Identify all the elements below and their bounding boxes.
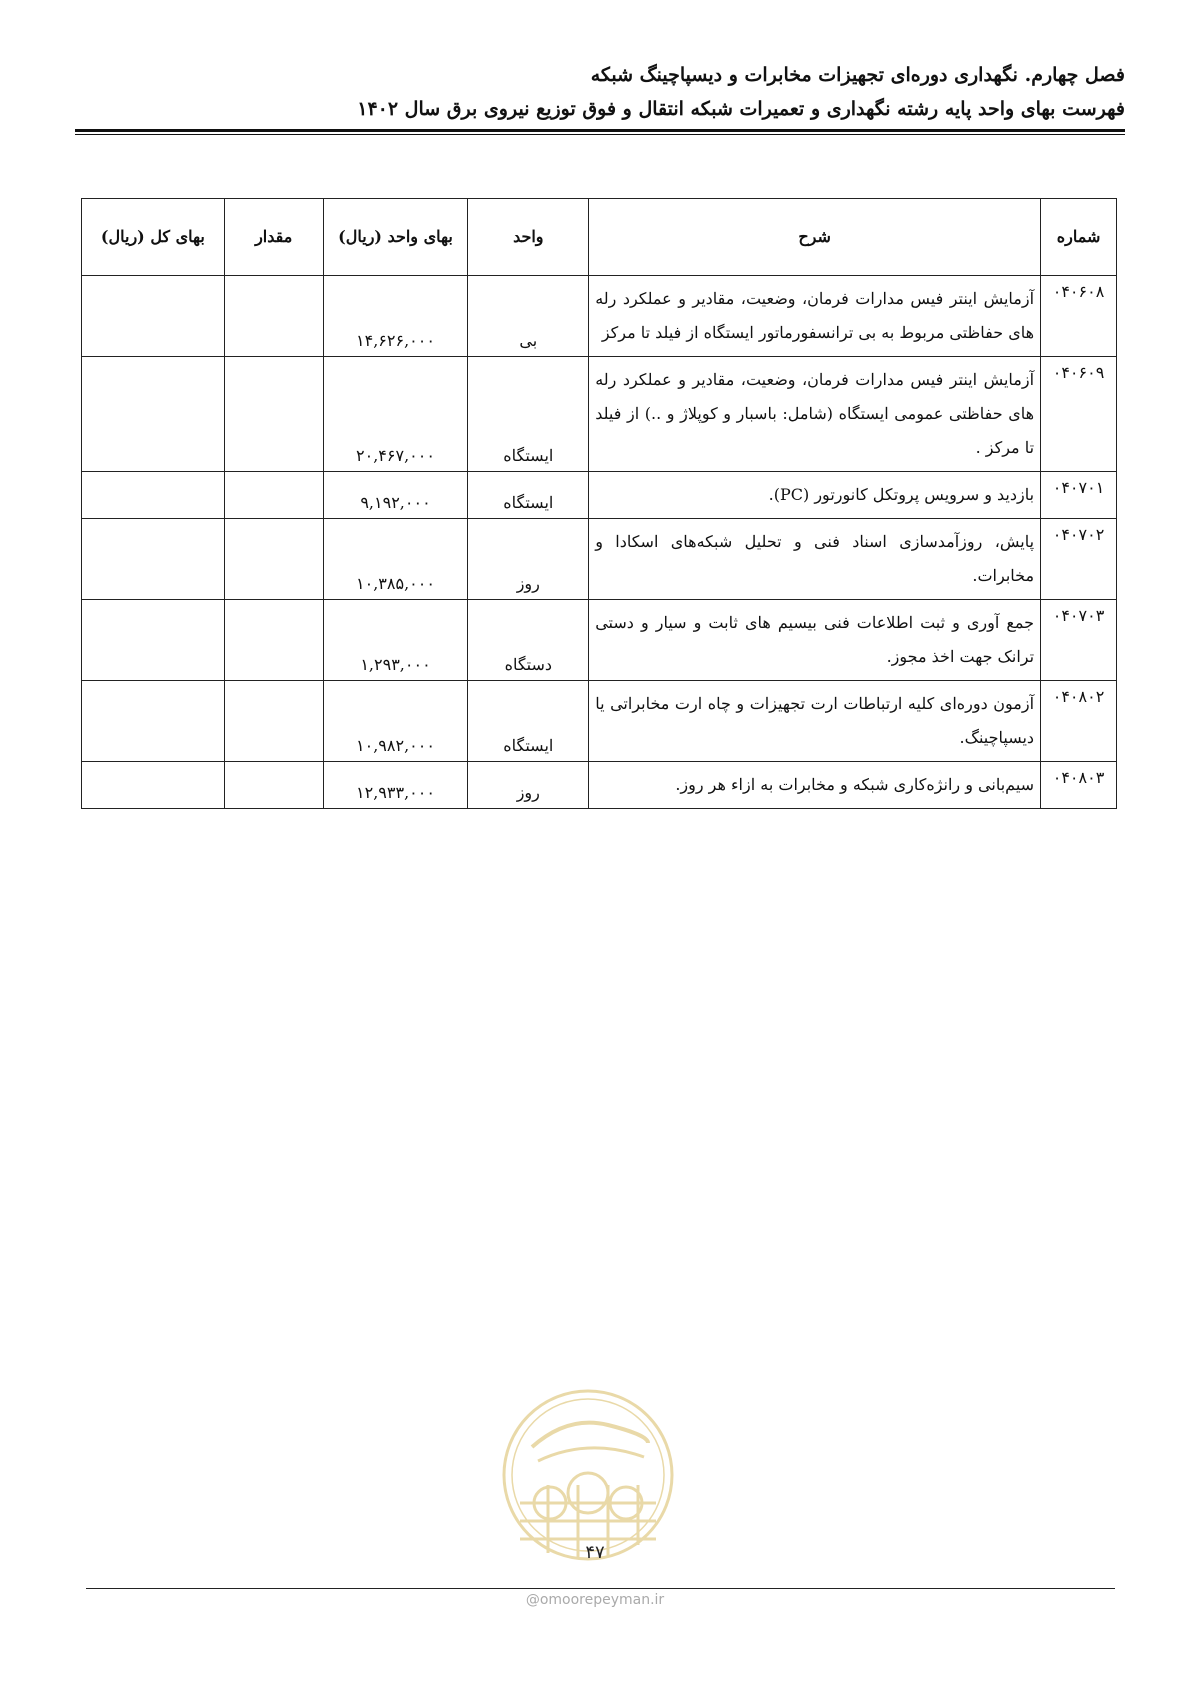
item-description: پایش، روزآمدسازی اسناد فنی و تحلیل شبکه‌های اسکادا و مخابرات. [589, 519, 1041, 600]
header-total-price: بهای کل (ریال) [82, 199, 225, 276]
header-quantity: مقدار [224, 199, 323, 276]
watermark-stamp-icon [498, 1385, 678, 1565]
item-quantity [224, 276, 323, 357]
chapter-title: فصل چهارم. نگهداری دوره‌ای تجهیزات مخابرات و دیسپاچینگ شبکه [590, 64, 1125, 86]
table-row [82, 276, 1117, 357]
item-code: ۰۴۰۸۰۳ [1041, 762, 1117, 809]
header-code: شماره [1041, 199, 1117, 276]
table-header-row [82, 199, 1117, 276]
table-row [82, 681, 1117, 762]
item-total-price [82, 519, 225, 600]
item-quantity [224, 472, 323, 519]
item-code: ۰۴۰۷۰۳ [1041, 600, 1117, 681]
item-total-price [82, 276, 225, 357]
item-description: آزمایش اینتر فیس مدارات فرمان، وضعیت، مقادیر و عملکرد رله های حفاظتی مربوط به بی ترانسفورماتور ایستگاه از فیلد تا مرکز [589, 276, 1041, 357]
price-table [81, 198, 1117, 809]
item-quantity [224, 600, 323, 681]
item-unit-price: ۱۰,۹۸۲,۰۰۰ [323, 681, 468, 762]
item-total-price [82, 762, 225, 809]
header-unit-price: بهای واحد (ریال) [323, 199, 468, 276]
item-description: آزمون دوره‌ای کلیه ارتباطات ارت تجهیزات و چاه ارت مخابراتی یا دیسپاچینگ. [589, 681, 1041, 762]
item-total-price [82, 357, 225, 472]
header-description: شرح [589, 199, 1041, 276]
header-rule-thin [75, 134, 1125, 135]
item-quantity [224, 762, 323, 809]
item-description: بازدید و سرویس پروتکل کانورتور (PC). [589, 472, 1041, 519]
item-code: ۰۴۰۶۰۹ [1041, 357, 1117, 472]
footer-rule [86, 1588, 1115, 1589]
item-description: جمع آوری و ثبت اطلاعات فنی بیسیم های ثابت و سیار و دستی ترانک جهت اخذ مجوز. [589, 600, 1041, 681]
item-code: ۰۴۰۸۰۲ [1041, 681, 1117, 762]
table-row [82, 519, 1117, 600]
header-unit: واحد [468, 199, 589, 276]
header-rule-thick [75, 129, 1125, 132]
item-total-price [82, 472, 225, 519]
item-description: آزمایش اینتر فیس مدارات فرمان، وضعیت، مقادیر و عملکرد رله های حفاظتی عمومی ایستگاه (شامل: باسبار و کوپلاژ و ..) از فیلد تا مرکز . [589, 357, 1041, 472]
item-unit: ایستگاه [468, 472, 589, 519]
item-unit-price: ۲۰,۴۶۷,۰۰۰ [323, 357, 468, 472]
item-unit-price: ۱۴,۶۲۶,۰۰۰ [323, 276, 468, 357]
document-title: فهرست بهای واحد پایه رشته نگهداری و تعمیرات شبکه انتقال و فوق توزیع نیروی برق سال ۱۴۰۲ [357, 98, 1125, 120]
table-row [82, 600, 1117, 681]
item-description: سیم‌بانی و رانژه‌کاری شبکه و مخابرات به ازاء هر روز. [589, 762, 1041, 809]
item-unit-price: ۹,۱۹۲,۰۰۰ [323, 472, 468, 519]
item-unit-price: ۱۲,۹۳۳,۰۰۰ [323, 762, 468, 809]
item-unit: روز [468, 519, 589, 600]
item-unit: روز [468, 762, 589, 809]
item-quantity [224, 519, 323, 600]
page-number: ۴۷ [585, 1542, 605, 1563]
item-unit-price: ۱,۲۹۳,۰۰۰ [323, 600, 468, 681]
item-quantity [224, 357, 323, 472]
table-row [82, 357, 1117, 472]
item-unit: بی [468, 276, 589, 357]
item-code: ۰۴۰۶۰۸ [1041, 276, 1117, 357]
brand-watermark: @omoorepeyman.ir [525, 1592, 665, 1608]
item-unit: ایستگاه [468, 681, 589, 762]
item-code: ۰۴۰۷۰۱ [1041, 472, 1117, 519]
item-total-price [82, 681, 225, 762]
item-quantity [224, 681, 323, 762]
table-row [82, 762, 1117, 809]
item-unit-price: ۱۰,۳۸۵,۰۰۰ [323, 519, 468, 600]
table-row [82, 472, 1117, 519]
item-unit: دستگاه [468, 600, 589, 681]
item-code: ۰۴۰۷۰۲ [1041, 519, 1117, 600]
item-total-price [82, 600, 225, 681]
page-header [75, 58, 1125, 126]
item-unit: ایستگاه [468, 357, 589, 472]
